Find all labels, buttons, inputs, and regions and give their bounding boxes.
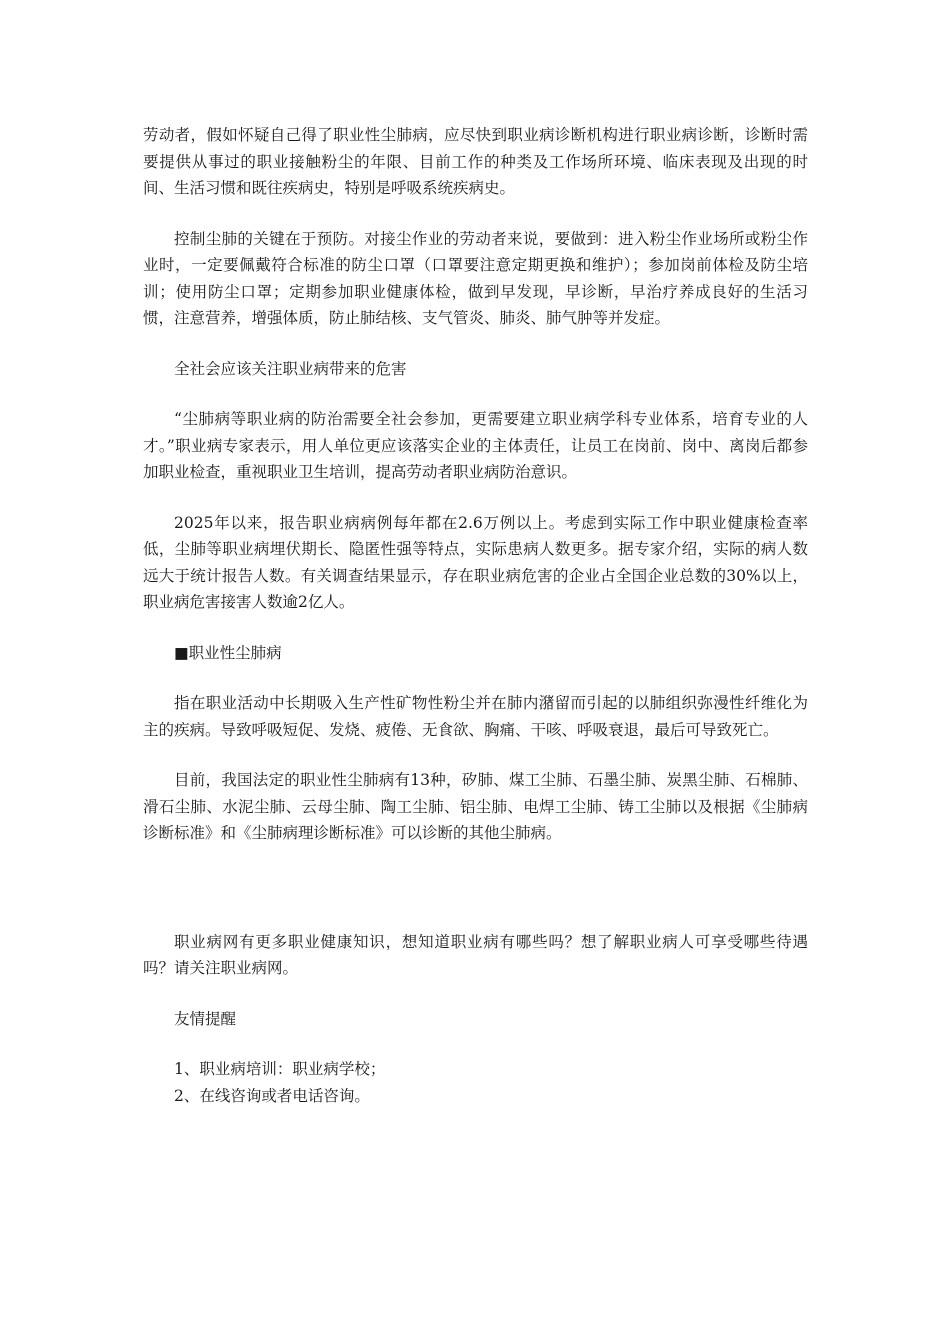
- paragraph-prevention: 控制尘肺的关键在于预防。对接尘作业的劳动者来说，要做到：进入粉尘作业场所或粉尘作业时，一定要佩戴符合标准的防尘口罩（口罩要注意定期更换和维护）；参加岗前体检及防尘培训；使用防尘口罩；定期参加职业健康体检，做到早发现，早诊断，早治疗养成良好的生活习惯，注意营养，增强体质，防止肺结核、支气管炎、肺炎、肺气肿等并发症。: [143, 229, 808, 327]
- paragraph-definition: 指在职业活动中长期吸入生产性矿物性粉尘并在肺内潴留而引起的以肺组织弥漫性纤维化为主的疾病。导致呼吸短促、发烧、疲倦、无食欲、胸痛、干咳、呼吸衰退，最后可导致死亡。: [143, 694, 808, 739]
- paragraph-expert-quote: “尘肺病等职业病的防治需要全社会参加，更需要建立职业病学科专业体系，培育专业的人才。”职业病专家表示，用人单位更应该落实企业的主体责任，让员工在岗前、岗中、离岗后都参加职业检查，重视职业卫生培训，提高劳动者职业病防治意识。: [143, 410, 808, 481]
- paragraph-diagnosis: 劳动者，假如怀疑自己得了职业性尘肺病，应尽快到职业病诊断机构进行职业病诊断，诊断时需要提供从事过的职业接触粉尘的年限、目前工作的种类及工作场所环境、临床表现及出现的时间、生活习惯和既往疾病史，特别是呼吸系统疾病史。: [143, 126, 808, 197]
- section-heading-pneumoconiosis: ■职业性尘肺病: [174, 643, 282, 662]
- document-body: [143, 122, 808, 1109]
- section-heading-reminder: 友情提醒: [174, 1009, 237, 1028]
- paragraph-legal-types: 目前，我国法定的职业性尘肺病有13种，矽肺、煤工尘肺、石墨尘肺、炭黑尘肺、石棉肺、滑石尘肺、水泥尘肺、云母尘肺、陶工尘肺、铝尘肺、电焊工尘肺、铸工尘肺以及根据《尘肺病诊断标准》和《尘肺病理诊断标准》可以诊断的其他尘肺病。: [143, 771, 808, 842]
- list-item: 2、在线咨询或者电话咨询。: [174, 1086, 370, 1105]
- section-heading-society: 全社会应该关注职业病带来的危害: [174, 359, 407, 378]
- list-item: 1、职业病培训：职业病学校；: [174, 1060, 386, 1078]
- paragraph-website-promo: 职业病网有更多职业健康知识，想知道职业病有哪些吗？想了解职业病人可享受哪些待遇吗？请关注职业病网。: [143, 932, 808, 977]
- paragraph-statistics: 2025年以来，报告职业病病例每年都在2.6万例以上。考虑到实际工作中职业健康检查率低，尘肺等职业病埋伏期长、隐匿性强等特点，实际患病人数更多。据专家介绍，实际的病人数远大于统计报告人数。有关调查结果显示，存在职业病危害的企业占全国企业总数的30%以上，职业病危害接害人数逾2亿人。: [143, 513, 808, 611]
- reminder-list: [143, 1056, 808, 1109]
